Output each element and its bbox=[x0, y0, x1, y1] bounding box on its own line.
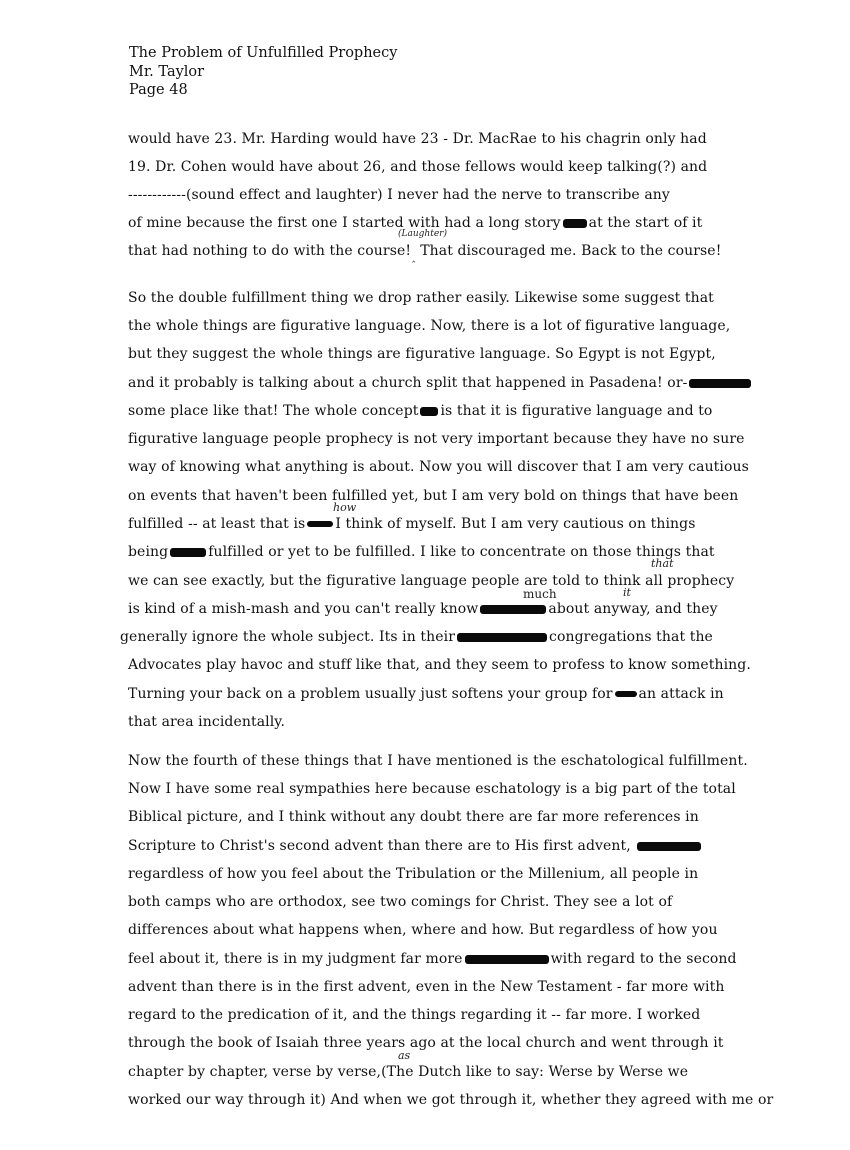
text-span: way of knowing what anything is about. Now you will discover that I am very cautious bbox=[128, 459, 749, 475]
text-span: regardless of how you feel about the Tribulation or the Millenium, all people in bbox=[128, 866, 699, 882]
text-span: about anyway, and they bbox=[548, 601, 718, 617]
text-line bbox=[128, 600, 718, 618]
text-line bbox=[128, 837, 703, 855]
text-span: regard to the predication of it, and the things regarding it -- far more. I worked bbox=[128, 1007, 701, 1023]
text-span: 19. Dr. Cohen would have about 26, and those fellows would keep talking(?) and bbox=[128, 159, 708, 175]
text-line bbox=[128, 242, 721, 260]
redaction-mark bbox=[457, 633, 547, 642]
text-line bbox=[128, 685, 724, 703]
strikeout-mark bbox=[307, 521, 333, 527]
text-span: and it probably is talking about a church split that happened in Pasadena! or- bbox=[128, 375, 688, 391]
text-span: on events that haven't been fulfilled yet, but I am very bold on things that have been bbox=[128, 488, 739, 504]
caret-mark: ‸ bbox=[412, 252, 416, 263]
text-line bbox=[128, 950, 737, 968]
text-line bbox=[128, 893, 672, 911]
text-line bbox=[128, 402, 712, 420]
text-span: Turning your back on a problem usually just softens your group for bbox=[128, 686, 613, 702]
text-line bbox=[128, 374, 753, 392]
text-line bbox=[128, 656, 751, 674]
text-span: we can see exactly, but the figurative language people are told to think all prophecy bbox=[128, 573, 735, 589]
handwritten-annotation: how bbox=[333, 501, 357, 514]
redaction-mark bbox=[420, 407, 438, 416]
text-span: Advocates play havoc and stuff like that, and they seem to profess to know something. bbox=[128, 657, 751, 673]
text-line bbox=[128, 752, 748, 770]
page-number: Page 48 bbox=[129, 82, 188, 98]
text-line bbox=[128, 865, 698, 883]
handwritten-annotation: as bbox=[398, 1049, 411, 1062]
text-span: fulfilled or yet to be fulfilled. I like to concentrate on those things that bbox=[208, 544, 715, 560]
text-line bbox=[128, 487, 738, 505]
text-span: that area incidentally. bbox=[128, 714, 285, 730]
text-span: ------------(sound effect and laughter) I never had the nerve to transcribe any bbox=[128, 187, 670, 203]
text-line bbox=[128, 289, 714, 307]
text-span: Now the fourth of these things that I have mentioned is the eschatological fulfillment. bbox=[128, 753, 748, 769]
text-line bbox=[128, 317, 730, 335]
redaction-mark bbox=[563, 219, 587, 228]
text-span: differences about what happens when, where and how. But regardless of how you bbox=[128, 922, 718, 938]
text-span: through the book of Isaiah three years ago at the local church and went through it bbox=[128, 1035, 724, 1051]
text-span: of mine because the first one I started with had a long story bbox=[128, 215, 561, 231]
redaction-mark bbox=[170, 548, 206, 557]
text-span: at the start of it bbox=[588, 215, 703, 231]
text-span: would have 23. Mr. Harding would have 23 - Dr. MacRae to his chagrin only had bbox=[128, 131, 707, 147]
text-line bbox=[128, 1006, 700, 1024]
text-span: Scripture to Christ's second advent than there are to His first advent, bbox=[128, 838, 631, 854]
text-line bbox=[128, 1063, 688, 1081]
text-span: Now I have some real sympathies here because eschatology is a big part of the total bbox=[128, 781, 736, 797]
text-line bbox=[128, 158, 707, 176]
text-span: worked our way through it) And when we got through it, whether they agreed with me or bbox=[128, 1092, 774, 1108]
text-span: I think of myself. But I am very cautious on things bbox=[335, 516, 696, 532]
text-line bbox=[128, 713, 285, 731]
text-span: some place like that! The whole concept bbox=[128, 403, 419, 419]
text-span: that had nothing to do with the course! bbox=[128, 243, 412, 259]
text-span: both camps who are orthodox, see two comings for Christ. They see a lot of bbox=[128, 894, 673, 910]
text-span: with regard to the second bbox=[550, 951, 737, 967]
redaction-mark bbox=[465, 955, 549, 964]
text-span: the whole things are figurative language. Now, there is a lot of figurative language, bbox=[128, 318, 731, 334]
text-line bbox=[128, 186, 670, 204]
text-span: That discouraged me. Back to the course! bbox=[420, 243, 722, 259]
handwritten-annotation: (Laughter) bbox=[398, 229, 447, 239]
text-span: feel about it, there is in my judgment far more bbox=[128, 951, 463, 967]
text-span: fulfilled -- at least that is bbox=[128, 516, 306, 532]
handwritten-annotation: that bbox=[651, 557, 674, 570]
text-line bbox=[128, 1091, 773, 1109]
page-header bbox=[129, 44, 397, 100]
document-author: Mr. Taylor bbox=[129, 63, 205, 80]
redaction-mark bbox=[637, 842, 701, 851]
text-line bbox=[128, 572, 734, 590]
text-line bbox=[128, 808, 699, 826]
text-span: generally ignore the whole subject. Its in their bbox=[120, 629, 456, 645]
handwritten-annotation: much bbox=[523, 587, 557, 601]
text-line bbox=[128, 130, 707, 148]
text-span: is that it is figurative language and to bbox=[440, 403, 713, 419]
redaction-mark bbox=[480, 605, 546, 614]
text-line bbox=[128, 1034, 724, 1052]
text-span: chapter by chapter, verse by verse, bbox=[128, 1064, 382, 1080]
text-line bbox=[128, 780, 736, 798]
text-span: congregations that the bbox=[549, 629, 713, 645]
text-span: being bbox=[128, 544, 169, 560]
text-line bbox=[128, 458, 749, 476]
text-line bbox=[128, 543, 715, 561]
text-line bbox=[128, 345, 716, 363]
text-span: So the double fulfillment thing we drop rather easily. Likewise some suggest that bbox=[128, 290, 714, 306]
text-span: an attack in bbox=[638, 686, 724, 702]
document-title: The Problem of Unfulfilled Prophecy bbox=[129, 45, 398, 61]
text-span: (The Dutch like to say: Werse by Werse we bbox=[381, 1064, 689, 1080]
text-span: is kind of a mish-mash and you can't really know bbox=[128, 601, 479, 617]
text-span: but they suggest the whole things are figurative language. So Egypt is not Egypt, bbox=[128, 346, 716, 362]
strikeout-mark bbox=[615, 691, 637, 697]
text-span: advent than there is in the first advent, even in the New Testament - far more with bbox=[128, 979, 725, 995]
text-line bbox=[128, 921, 718, 939]
text-line bbox=[128, 515, 696, 533]
text-line bbox=[120, 628, 713, 646]
text-line bbox=[128, 430, 745, 448]
text-span: figurative language people prophecy is not very important because they have no sure bbox=[128, 431, 745, 447]
redaction-mark bbox=[689, 379, 751, 388]
text-line bbox=[128, 978, 724, 996]
handwritten-annotation: it bbox=[623, 586, 631, 599]
text-span: Biblical picture, and I think without any doubt there are far more references in bbox=[128, 809, 699, 825]
